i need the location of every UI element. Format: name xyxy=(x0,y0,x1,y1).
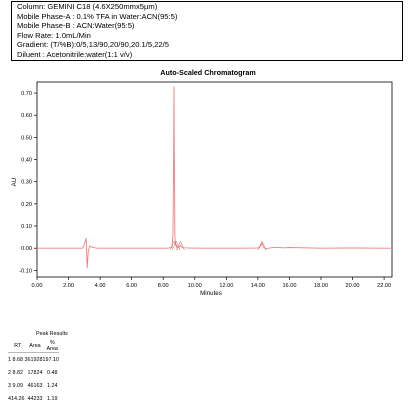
y-axis-label: AU xyxy=(11,177,18,187)
column-header-percent-area: % Area xyxy=(46,340,58,352)
x-tick-label: 18.00 xyxy=(314,283,328,289)
x-tick-label: 8.00 xyxy=(157,283,169,289)
series-layer xyxy=(37,86,392,268)
peak-markers xyxy=(170,241,266,250)
cell-index: 1 xyxy=(8,356,11,363)
column-header-rt: RT xyxy=(11,340,25,353)
cell-index: 2 xyxy=(8,369,11,376)
x-axis-label: Minutes xyxy=(200,290,222,297)
x-tick-label: 20.00 xyxy=(345,283,360,289)
y-axis-ticks xyxy=(19,91,37,274)
peak-results-table xyxy=(8,340,59,405)
cell-rt: 8.82 xyxy=(12,369,23,376)
method-line-mobile-phase-a: Mobile Phase-A : 0.1% TFA in Water:ACN(95:5) xyxy=(17,11,178,21)
cell-area: 46163 xyxy=(27,382,43,389)
cell-percent-area: 0.48 xyxy=(47,369,58,376)
method-line-mobile-phase-b: Mobile Phase-B : ACN:Water(95:5) xyxy=(17,21,135,31)
column-header-area: Area xyxy=(25,340,46,353)
x-tick-label: 22.00 xyxy=(377,283,392,289)
cell-rt: 8.68 xyxy=(12,356,23,363)
cell-percent-area: 1.24 xyxy=(47,382,58,389)
table-row xyxy=(8,392,59,405)
x-tick-label: 4.00 xyxy=(94,283,106,289)
table-row xyxy=(8,353,59,367)
x-tick-label: 10.00 xyxy=(187,283,202,289)
cell-index: 3 xyxy=(8,382,11,389)
y-tick-label: 0.50 xyxy=(21,135,32,142)
method-line-diluent: Diluent : Acetonitrile:water(1:1 v/v) xyxy=(17,49,133,59)
cell-area: 3619281 xyxy=(24,356,46,363)
x-tick-label: 14.00 xyxy=(250,283,265,289)
table-row xyxy=(8,366,59,379)
x-axis-ticks xyxy=(32,277,392,289)
y-tick-label: 0.10 xyxy=(21,224,32,231)
x-tick-label: 12.00 xyxy=(219,283,234,289)
method-line-column: Column: GEMINI C18 (4.6X250mmx5µm) xyxy=(17,2,158,11)
cell-rt: 14.26 xyxy=(11,395,25,402)
y-tick-label: 0.30 xyxy=(21,179,32,186)
cell-index: 4 xyxy=(8,395,11,402)
y-tick-label: -0.10 xyxy=(19,268,32,275)
y-tick-label: 0.60 xyxy=(21,113,32,120)
peak-results-title: Peak Results xyxy=(36,331,68,337)
cell-percent-area: 1.19 xyxy=(47,395,58,402)
y-tick-label: 0.40 xyxy=(21,157,32,164)
chart-title: Auto-Scaled Chromatogram xyxy=(160,68,256,77)
y-tick-label: 0.70 xyxy=(21,91,32,98)
x-tick-label: 6.00 xyxy=(126,283,138,289)
series-line xyxy=(37,86,392,268)
x-tick-label: 0.00 xyxy=(31,283,43,289)
table-row xyxy=(8,379,59,392)
cell-area: 17824 xyxy=(27,369,43,376)
cell-area: 44233 xyxy=(27,395,43,402)
cell-rt: 9.09 xyxy=(12,382,23,389)
y-tick-label: 0.00 xyxy=(21,246,32,253)
x-tick-label: 16.00 xyxy=(282,283,297,289)
table-header-row xyxy=(8,340,59,353)
y-tick-label: 0.20 xyxy=(21,201,32,208)
x-tick-label: 2.00 xyxy=(63,283,75,289)
method-line-gradient: Gradient: (T/%B):0/5,13/90,20/90,20.1/5,22/5 xyxy=(17,40,169,50)
method-line-flow-rate: Flow Rate: 1.0mL/Min xyxy=(17,30,91,40)
cell-percent-area: 97.10 xyxy=(45,356,59,363)
